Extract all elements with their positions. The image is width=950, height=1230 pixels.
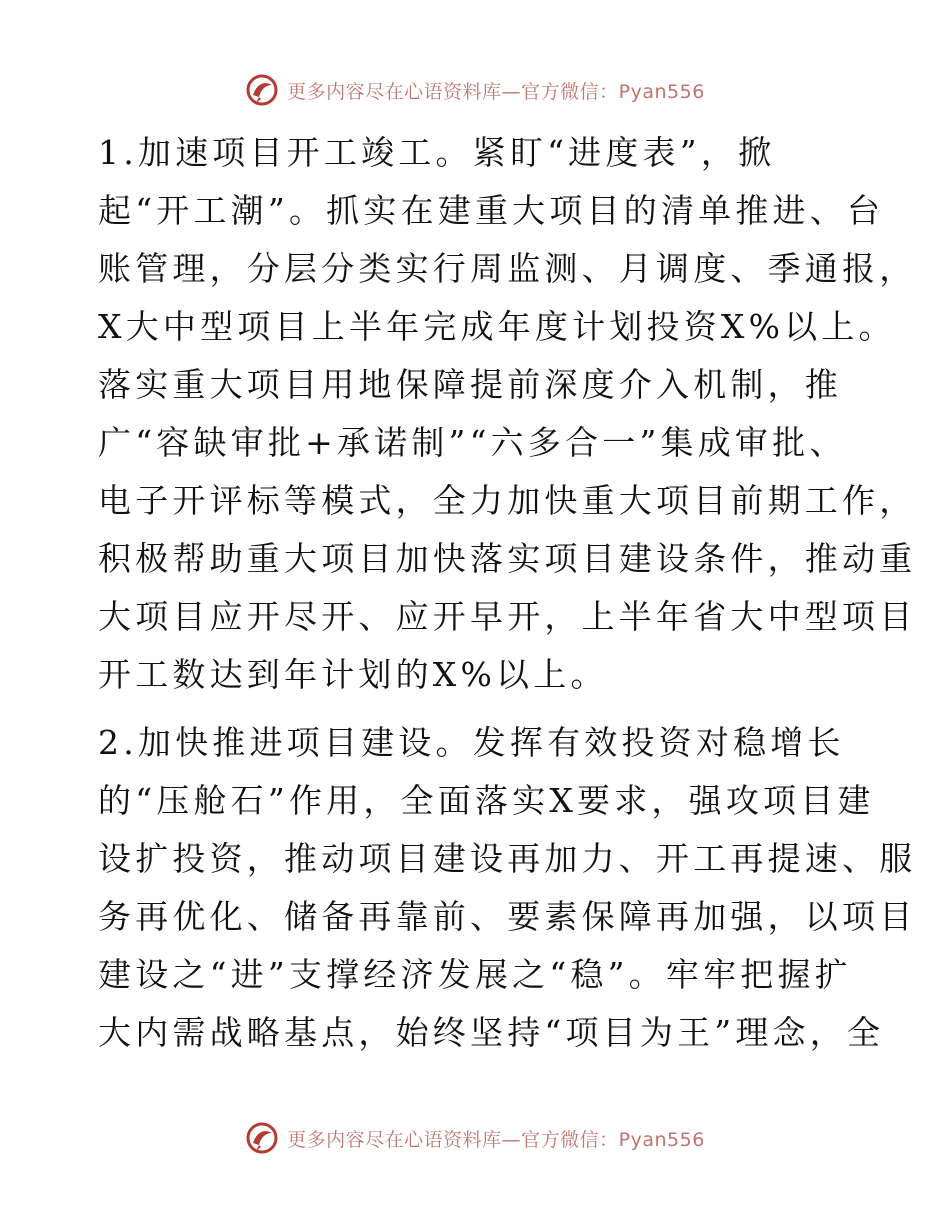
text-line: X大中型项目上半年完成年度计划投资X%以上。 xyxy=(98,307,896,346)
text-line: 账管理，分层分类实行周监测、月调度、季通报， xyxy=(98,249,917,288)
text-line: 大项目应开尽开、应开早开，上半年省大中型项目 xyxy=(98,597,917,636)
text-line: 设扩投资，推动项目建设再加力、开工再提速、服 xyxy=(98,839,917,878)
text-line: 1.加速项目开工竣工。紧盯“进度表”，掀 xyxy=(98,133,776,172)
text-line: 务再优化、储备再靠前、要素保障再加强，以项目 xyxy=(98,897,917,936)
footer-banner xyxy=(0,1118,950,1158)
header-banner xyxy=(0,70,950,110)
paragraph-1 xyxy=(98,124,917,704)
red-ribbon-logo-icon xyxy=(245,73,279,107)
document-body xyxy=(98,124,917,1072)
text-line: 大内需战略基点，始终坚持“项目为王”理念，全 xyxy=(98,1013,885,1052)
paragraph-2 xyxy=(98,714,917,1062)
red-ribbon-logo-icon xyxy=(245,1121,279,1155)
text-line: 开工数达到年计划的X%以上。 xyxy=(98,655,608,694)
text-line: 落实重大项目用地保障提前深度介入机制，推 xyxy=(98,365,842,404)
text-line: 积极帮助重大项目加快落实项目建设条件，推动重 xyxy=(98,539,917,578)
text-line: 广“容缺审批+承诺制”“六多合一”集成审批、 xyxy=(98,423,847,462)
footer-banner-text: 更多内容尽在心语资料库—官方微信：Pyan556 xyxy=(287,1128,705,1151)
text-line: 电子开评标等模式，全力加快重大项目前期工作， xyxy=(98,481,917,520)
text-line: 的“压舱石”作用，全面落实X要求，强攻项目建 xyxy=(98,781,875,820)
header-banner-text: 更多内容尽在心语资料库—官方微信：Pyan556 xyxy=(287,80,705,103)
text-line: 建设之“进”支撑经济发展之“稳”。牢牢把握扩 xyxy=(98,955,852,994)
text-line: 2.加快推进项目建设。发挥有效投资对稳增长 xyxy=(98,723,845,762)
text-line: 起“开工潮”。抓实在建重大项目的清单推进、台 xyxy=(98,191,885,230)
